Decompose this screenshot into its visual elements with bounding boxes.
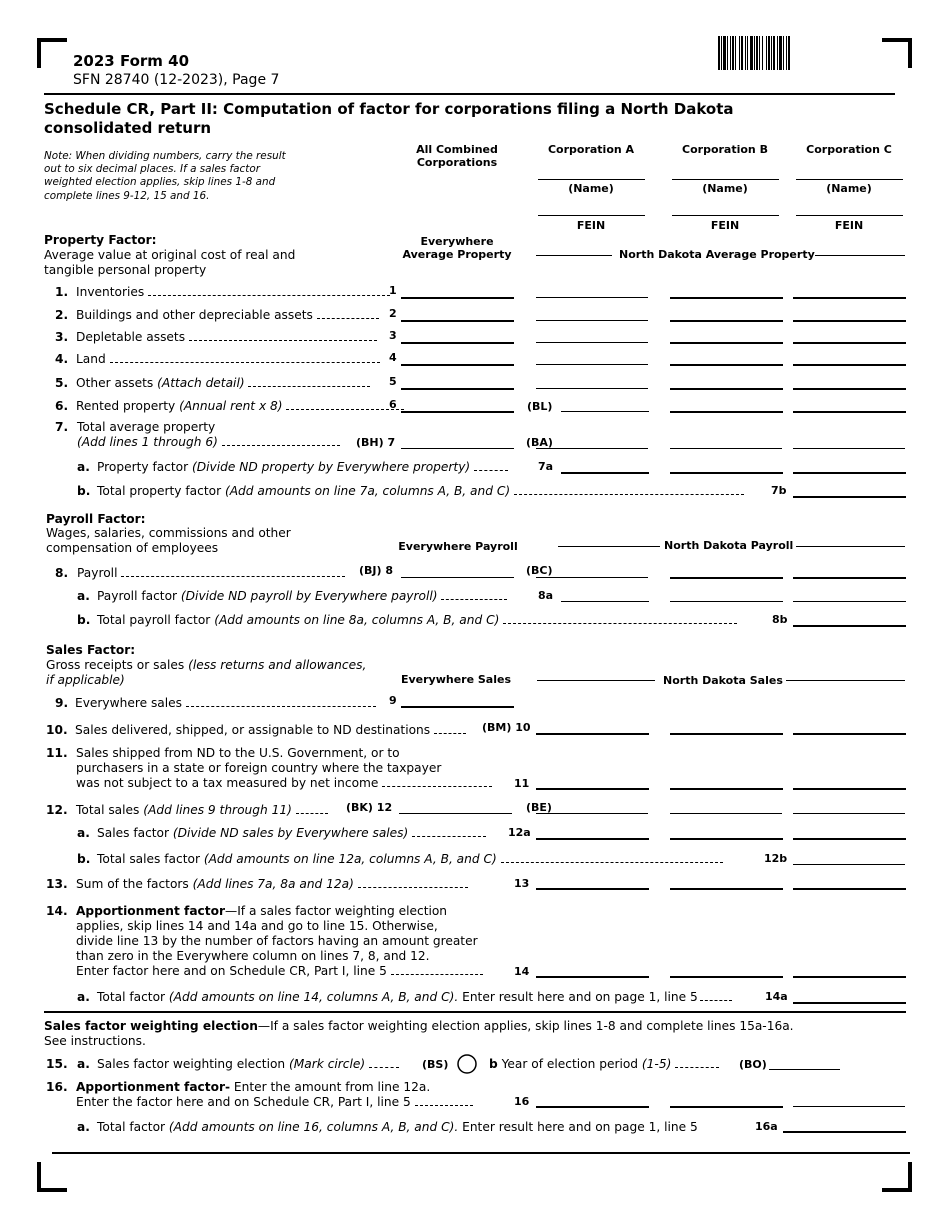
line-7-corp-b-input[interactable]	[670, 448, 782, 449]
line-14a-label: a.	[77, 990, 90, 1004]
line-5-label: Other assets (Attach detail)	[76, 376, 370, 391]
line-7b-total-input[interactable]	[793, 496, 906, 498]
sales-factor-heading: Sales Factor:	[46, 643, 136, 657]
line-10-corp-c-input[interactable]	[793, 733, 906, 735]
line-16-ref: 16	[514, 1095, 530, 1108]
line-7b-label: b.	[77, 484, 91, 498]
line-10-corp-a-input[interactable]	[536, 733, 649, 735]
line-9-everywhere-input[interactable]	[401, 706, 514, 708]
line-4-ref: 4	[389, 351, 397, 364]
corp-c-fein-label: FEIN	[834, 219, 864, 232]
code-be: (BE)	[526, 801, 552, 814]
line-14a-text: Total factor (Add amounts on line 14, columns A, B, and C). Enter result here and on page 1, line 5	[97, 990, 732, 1005]
everywhere-sales-header: Everywhere Sales	[400, 673, 512, 686]
line-12b-ref: 12b	[764, 852, 788, 865]
line-12-number: 12.	[46, 803, 68, 817]
corp-c-name-field[interactable]	[796, 179, 903, 180]
everywhere-property-header: Everywhere Average Property	[402, 235, 512, 261]
line-1-label: Inventories	[76, 285, 390, 300]
section-rule	[44, 1011, 906, 1013]
line-16-number: 16.	[46, 1080, 68, 1094]
form-id: SFN 28740 (12-2023), Page 7	[73, 72, 280, 88]
line-7a-ref: 7a	[538, 460, 554, 473]
line-4-corp-b-input[interactable]	[670, 364, 783, 366]
line-15b-text: b Year of election period (1-5)	[489, 1057, 719, 1072]
corp-c-fein-field[interactable]	[796, 215, 903, 216]
line-8-number: 8.	[55, 566, 69, 580]
line-15b-year-input[interactable]	[769, 1069, 840, 1070]
line-1-number: 1.	[55, 285, 69, 299]
line-15-number: 15.	[46, 1057, 68, 1071]
line-4-label: Land	[76, 352, 380, 367]
line-16-corp-b-input[interactable]	[670, 1106, 783, 1108]
line-16-text: Apportionment factor- Enter the amount from line 12a. Enter the factor here and on Schedule CR, Part I, line 5	[76, 1080, 473, 1110]
nd-sales-header: North Dakota Sales	[663, 674, 783, 687]
line-2-ref: 2	[389, 307, 397, 320]
line-11-number: 11.	[46, 746, 68, 760]
nd-payroll-rule-left	[558, 546, 660, 547]
corp-a-name-field[interactable]	[538, 179, 645, 180]
line-2-label: Buildings and other depreciable assets	[76, 308, 379, 323]
column-header-corp-c: Corporation C	[806, 143, 892, 156]
line-12a-corp-a-input[interactable]	[536, 838, 649, 840]
line-14-corp-b-input[interactable]	[670, 976, 783, 978]
everywhere-payroll-header: Everywhere Payroll	[398, 540, 518, 553]
line-16a-label: a.	[77, 1120, 90, 1134]
code-ba: (BA)	[526, 436, 553, 449]
line-12-code: (BK) 12	[346, 801, 393, 814]
line-7-everywhere-input[interactable]	[401, 448, 514, 449]
line-12a-corp-c-input[interactable]	[793, 838, 906, 840]
election-heading: Sales factor weighting election—If a sales factor weighting election applies, skip lines 1-8 and complete lines 15a-16a. See instructions.	[44, 1019, 794, 1048]
line-12-corp-a-input[interactable]	[536, 813, 648, 814]
line-6-corp-b-input[interactable]	[670, 411, 783, 413]
line-12a-ref: 12a	[508, 826, 531, 839]
corp-b-fein-field[interactable]	[672, 215, 779, 216]
line-3-corp-a-input[interactable]	[536, 342, 648, 343]
line-11-corp-b-input[interactable]	[670, 788, 783, 790]
nd-property-rule-right	[815, 255, 905, 256]
line-3-number: 3.	[55, 330, 69, 344]
nd-property-rule-left	[536, 255, 612, 256]
column-header-all-combined: All Combined Corporations	[416, 143, 498, 169]
line-12b-text: Total sales factor (Add amounts on line 12a, columns A, B, and C)	[97, 852, 723, 867]
line-7-instruction: (Add lines 1 through 6)	[77, 435, 340, 450]
line-4-everywhere-input[interactable]	[401, 364, 514, 366]
header-rule	[44, 93, 895, 95]
line-14a-ref: 14a	[765, 990, 788, 1003]
corp-b-fein-label: FEIN	[710, 219, 740, 232]
code-bl: (BL)	[527, 400, 553, 413]
line-8a-ref: 8a	[538, 589, 554, 602]
line-12-everywhere-input[interactable]	[399, 813, 512, 814]
payroll-factor-heading: Payroll Factor:	[46, 512, 146, 526]
line-7-corp-a-input[interactable]	[536, 448, 648, 449]
line-9-label: Everywhere sales	[75, 696, 376, 711]
line-16a-total-input[interactable]	[783, 1131, 906, 1133]
line-3-corp-b-input[interactable]	[670, 342, 783, 344]
line-8b-total-input[interactable]	[793, 625, 906, 627]
line-5-corp-a-input[interactable]	[536, 388, 648, 389]
note-text: Note: When dividing numbers, carry the result out to six decimal places. If a sales factor weighted election applies, skip lines 1-8 and complete lines 9-12, 15 and 16.	[44, 150, 286, 202]
line-11-corp-a-input[interactable]	[536, 788, 649, 790]
corp-a-name-label: (Name)	[568, 182, 614, 195]
line-5-ref: 5	[389, 375, 397, 388]
line-11-corp-c-input[interactable]	[793, 788, 906, 790]
corp-c-name-label: (Name)	[826, 182, 872, 195]
line-7a-corp-a-input[interactable]	[561, 472, 649, 474]
line-13-corp-a-input[interactable]	[536, 888, 649, 890]
line-15a-code: (BS)	[422, 1058, 449, 1071]
line-12a-corp-b-input[interactable]	[670, 838, 783, 840]
column-header-corp-b: Corporation B	[682, 143, 768, 156]
line-15a-text: Sales factor weighting election (Mark circle)	[97, 1057, 399, 1072]
line-2-corp-a-input[interactable]	[536, 320, 648, 321]
line-7a-label: a.	[77, 460, 90, 474]
line-7a-corp-c-input[interactable]	[793, 472, 906, 474]
line-16a-text: Total factor (Add amounts on line 16, columns A, B, and C). Enter result here and on page 1, line 5	[97, 1120, 698, 1134]
line-14-text: Apportionment factor—If a sales factor weighting election applies, skip lines 14 and 14a and go to line 15. Otherwise, divide line 13 by the number of factors having an amount greater than zero in the Everywhere column on lines 7, 8, and 12. Enter factor here and on Schedule CR, Part I, line 5	[76, 904, 483, 979]
line-10-label: Sales delivered, shipped, or assignable to ND destinations	[75, 723, 466, 738]
line-13-label: Sum of the factors (Add lines 7a, 8a and 12a)	[76, 877, 468, 892]
form-title: 2023 Form 40	[73, 52, 190, 70]
line-12a-text: Sales factor (Divide ND sales by Everywhere sales)	[97, 826, 486, 841]
line-14-number: 14.	[46, 904, 68, 918]
line-16-corp-a-input[interactable]	[536, 1106, 649, 1108]
line-7-label: Total average property	[77, 420, 216, 434]
line-8-corp-b-input[interactable]	[670, 577, 783, 579]
line-3-label: Depletable assets	[76, 330, 377, 345]
property-factor-heading: Property Factor:	[44, 233, 157, 247]
line-3-everywhere-input[interactable]	[401, 342, 514, 344]
property-desc: Average value at original cost of real and tangible personal property	[44, 248, 296, 277]
line-14-ref: 14	[514, 965, 530, 978]
line-1-everywhere-input[interactable]	[401, 297, 514, 299]
line-8a-label: a.	[77, 589, 90, 603]
column-header-corp-a: Corporation A	[547, 143, 635, 156]
line-1-corp-c-input[interactable]	[793, 297, 906, 299]
line-11-ref: 11	[514, 777, 530, 790]
line-13-corp-c-input[interactable]	[793, 888, 906, 890]
line-13-ref: 13	[514, 877, 530, 890]
line-5-number: 5.	[55, 376, 69, 390]
line-1-corp-b-input[interactable]	[670, 297, 783, 299]
corner-mark-top-left	[37, 38, 67, 68]
line-10-number: 10.	[46, 723, 68, 737]
nd-sales-rule-left	[537, 680, 655, 681]
line-2-corp-b-input[interactable]	[670, 320, 783, 322]
line-16a-ref: 16a	[755, 1120, 778, 1133]
line-8a-corp-c-input[interactable]	[793, 601, 906, 602]
corner-mark-bottom-left	[37, 1162, 67, 1192]
line-7b-text: Total property factor (Add amounts on line 7a, columns A, B, and C)	[97, 484, 744, 499]
line-5-corp-b-input[interactable]	[670, 388, 783, 390]
corp-a-fein-label: FEIN	[576, 219, 606, 232]
line-4-corp-a-input[interactable]	[536, 364, 648, 365]
line-1-corp-a-input[interactable]	[536, 297, 648, 298]
line-8b-text: Total payroll factor (Add amounts on line 8a, columns A, B, and C)	[97, 613, 737, 628]
line-12a-label: a.	[77, 826, 90, 840]
line-8b-ref: 8b	[772, 613, 788, 626]
line-15a-label: a.	[77, 1057, 90, 1071]
line-8-label: Payroll	[77, 566, 345, 581]
line-2-number: 2.	[55, 308, 69, 322]
line-12b-label: b.	[77, 852, 91, 866]
line-7-code: (BH) 7	[356, 436, 396, 449]
line-6-corp-c-input[interactable]	[793, 411, 906, 413]
line-5-corp-c-input[interactable]	[793, 388, 906, 390]
line-8-code: (BJ) 8	[359, 564, 394, 577]
schedule-title: Schedule CR, Part II: Computation of factor for corporations filing a North Dakota consolidated return	[44, 100, 734, 137]
nd-average-property-header: North Dakota Average Property	[619, 248, 815, 261]
nd-payroll-rule-right	[796, 546, 905, 547]
line-2-corp-c-input[interactable]	[793, 320, 906, 322]
line-8-corp-c-input[interactable]	[793, 577, 906, 579]
line-9-ref: 9	[389, 694, 397, 707]
corner-mark-bottom-right	[882, 1162, 912, 1192]
line-12-label: Total sales (Add lines 9 through 11)	[76, 803, 328, 818]
line-7a-corp-b-input[interactable]	[670, 472, 783, 474]
line-6-corp-a-input[interactable]	[561, 411, 649, 412]
line-9-number: 9.	[55, 696, 69, 710]
line-3-corp-c-input[interactable]	[793, 342, 906, 344]
line-7-number: 7.	[55, 420, 69, 434]
corp-a-fein-field[interactable]	[538, 215, 645, 216]
line-12b-total-input[interactable]	[793, 864, 905, 865]
line-7a-text: Property factor (Divide ND property by Everywhere property)	[97, 460, 508, 475]
nd-payroll-header: North Dakota Payroll	[664, 539, 794, 552]
line-3-ref: 3	[389, 329, 397, 342]
sales-desc: Gross receipts or sales (less returns and allowances, if applicable)	[46, 658, 367, 687]
line-14-corp-c-input[interactable]	[793, 976, 906, 978]
line-7b-ref: 7b	[771, 484, 787, 497]
line-16-corp-c-input[interactable]	[793, 1106, 905, 1107]
barcode-image	[718, 36, 858, 72]
line-4-corp-c-input[interactable]	[793, 364, 906, 366]
line-8a-text: Payroll factor (Divide ND payroll by Everywhere payroll)	[97, 589, 507, 604]
line-13-number: 13.	[46, 877, 68, 891]
nd-sales-rule-right	[786, 680, 905, 681]
line-10-code: (BM) 10	[482, 721, 531, 734]
corner-mark-top-right	[882, 38, 912, 68]
payroll-desc: Wages, salaries, commissions and other compensation of employees	[46, 526, 291, 555]
line-6-everywhere-input[interactable]	[401, 411, 514, 413]
line-7-corp-c-input[interactable]	[793, 448, 905, 449]
corp-b-name-label: (Name)	[702, 182, 748, 195]
line-6-ref: 6	[389, 398, 397, 411]
line-6-label: Rented property (Annual rent x 8)	[76, 399, 404, 414]
line-12-corp-c-input[interactable]	[793, 813, 905, 814]
footer-rule	[52, 1152, 910, 1154]
line-1-ref: 1	[389, 284, 397, 297]
line-11-text: Sales shipped from ND to the U.S. Government, or to purchasers in a state or foreign country where the taxpayer was not subject to a tax measured by net income	[76, 746, 492, 791]
line-4-number: 4.	[55, 352, 69, 366]
line-8-corp-a-input[interactable]	[536, 577, 648, 578]
line-14-corp-a-input[interactable]	[536, 976, 649, 978]
line-8a-corp-b-input[interactable]	[670, 601, 783, 602]
sales-factor-election-radio[interactable]	[456, 1053, 478, 1075]
line-8a-corp-a-input[interactable]	[561, 601, 649, 602]
line-14a-total-input[interactable]	[793, 1002, 906, 1004]
corp-b-name-field[interactable]	[672, 179, 779, 180]
line-15b-code: (BO)	[739, 1058, 767, 1071]
code-bc: (BC)	[526, 564, 553, 577]
line-6-number: 6.	[55, 399, 69, 413]
line-8b-label: b.	[77, 613, 91, 627]
line-10-corp-b-input[interactable]	[670, 733, 783, 735]
line-13-corp-b-input[interactable]	[670, 888, 783, 890]
line-8-everywhere-input[interactable]	[401, 577, 514, 578]
line-12-corp-b-input[interactable]	[670, 813, 782, 814]
line-5-everywhere-input[interactable]	[401, 388, 514, 390]
line-2-everywhere-input[interactable]	[401, 320, 514, 322]
